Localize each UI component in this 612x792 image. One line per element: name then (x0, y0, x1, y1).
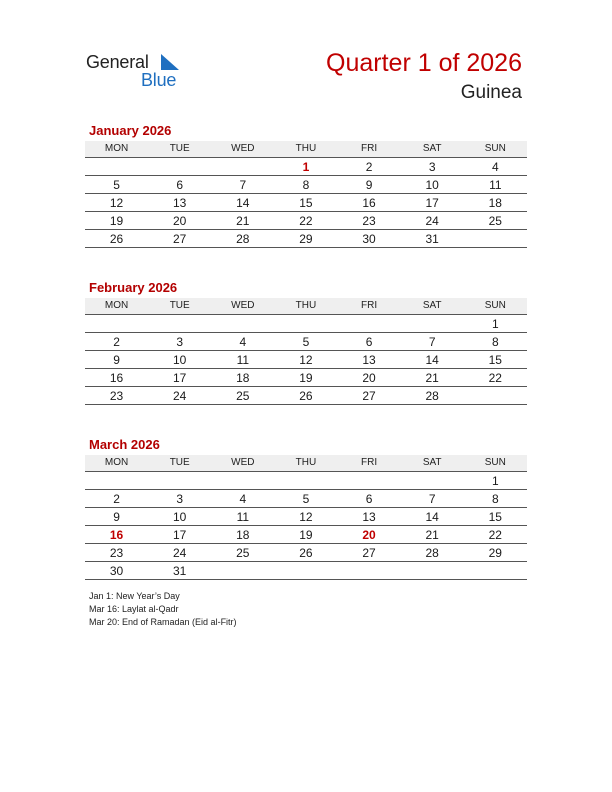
day-cell: 21 (236, 214, 250, 228)
weekday-header: THU (295, 143, 317, 154)
day-cell: 15 (299, 196, 313, 210)
day-cell: 16 (362, 196, 376, 210)
day-cell: 27 (173, 232, 187, 246)
day-cell: 18 (488, 196, 502, 210)
day-cell: 18 (236, 371, 250, 385)
weekday-header: SUN (484, 300, 506, 311)
day-cell: 5 (113, 178, 120, 192)
week-row (85, 544, 527, 562)
day-cell: 17 (173, 371, 187, 385)
week-row (85, 351, 527, 369)
day-cell (148, 158, 211, 175)
day-cell (401, 472, 464, 489)
week-row (85, 212, 527, 230)
holiday-day-cell: 1 (302, 160, 310, 174)
day-cell: 20 (173, 214, 187, 228)
day-cell: 25 (488, 214, 502, 228)
logo-blue-text: Blue (141, 70, 177, 90)
weekday-header: TUE (169, 457, 190, 468)
day-cell: 12 (109, 196, 124, 210)
weekday-header: FRI (361, 300, 378, 311)
day-cell: 20 (362, 371, 376, 385)
day-cell: 28 (236, 232, 250, 246)
day-cell: 28 (425, 389, 439, 403)
logo-general-text: General (86, 52, 149, 72)
weekday-header: MON (104, 143, 129, 154)
day-cell: 26 (299, 546, 313, 560)
day-cell: 12 (299, 510, 313, 524)
week-row (85, 176, 527, 194)
day-cell: 4 (491, 160, 499, 174)
day-cell: 31 (425, 232, 439, 246)
day-cell: 16 (109, 371, 124, 385)
day-cell: 7 (239, 178, 247, 192)
week-row (85, 508, 527, 526)
weekday-header: FRI (361, 143, 378, 154)
day-cell: 31 (173, 564, 187, 578)
day-cell: 3 (176, 335, 184, 349)
day-cell: 13 (362, 510, 376, 524)
day-cell: 8 (302, 178, 310, 192)
week-row (85, 490, 527, 508)
day-cell (211, 472, 274, 489)
day-cell: 30 (362, 232, 376, 246)
week-row (85, 526, 527, 544)
day-cell: 23 (109, 546, 124, 560)
day-cell: 7 (428, 335, 436, 349)
day-cell: 5 (302, 492, 310, 506)
day-cell: 3 (176, 492, 184, 506)
day-cell: 6 (365, 335, 373, 349)
day-cell: 27 (362, 389, 376, 403)
week-row (85, 562, 527, 580)
month-title: March 2026 (89, 437, 160, 452)
day-cell: 10 (173, 510, 187, 524)
weekday-header: THU (295, 300, 317, 311)
calendar-grid (85, 298, 527, 405)
day-cell: 18 (236, 528, 250, 542)
day-cell: 25 (236, 546, 250, 560)
weekday-header: SAT (422, 143, 442, 154)
weekday-header: MON (104, 300, 129, 311)
weekday-header: TUE (169, 300, 190, 311)
day-cell: 27 (362, 546, 376, 560)
weekday-header: SAT (422, 300, 442, 311)
weekday-header: WED (231, 300, 255, 311)
day-cell: 29 (488, 546, 502, 560)
day-cell (464, 230, 527, 247)
day-cell: 4 (239, 335, 247, 349)
day-cell: 13 (173, 196, 187, 210)
day-cell: 1 (491, 474, 499, 488)
month-title: February 2026 (89, 280, 178, 295)
day-cell (211, 315, 274, 332)
day-cell: 17 (173, 528, 187, 542)
day-cell (148, 315, 211, 332)
weekday-header-row (85, 455, 527, 472)
day-cell (338, 562, 401, 579)
day-cell: 8 (491, 335, 499, 349)
weekday-header: SUN (484, 457, 506, 468)
day-cell: 11 (236, 353, 250, 367)
day-cell (211, 562, 274, 579)
day-cell: 22 (299, 214, 313, 228)
day-cell (85, 158, 148, 175)
day-cell: 14 (425, 353, 439, 367)
day-cell: 6 (176, 178, 184, 192)
weekday-header: WED (231, 143, 255, 154)
day-cell: 17 (425, 196, 439, 210)
day-cell: 24 (425, 214, 439, 228)
day-cell: 8 (491, 492, 499, 506)
weekday-header: FRI (361, 457, 378, 468)
holiday-day-cell: 16 (109, 528, 124, 542)
day-cell: 14 (425, 510, 439, 524)
week-row (85, 369, 527, 387)
day-cell: 24 (173, 389, 187, 403)
week-row (85, 158, 527, 176)
day-cell: 19 (299, 528, 313, 542)
day-cell: 11 (236, 510, 250, 524)
weekday-header: THU (295, 457, 317, 468)
day-cell: 24 (173, 546, 187, 560)
month-title: January 2026 (89, 123, 172, 138)
day-cell: 10 (173, 353, 187, 367)
day-cell: 15 (488, 510, 502, 524)
day-cell: 2 (113, 492, 120, 506)
weekday-header-row (85, 141, 527, 158)
logo (86, 50, 196, 90)
day-cell (274, 562, 337, 579)
weekday-header: SAT (422, 457, 442, 468)
page-title: Quarter 1 of 2026 (326, 49, 522, 77)
day-cell: 15 (488, 353, 502, 367)
day-cell: 2 (365, 160, 373, 174)
calendar-grid (85, 141, 527, 248)
day-cell: 19 (109, 214, 124, 228)
day-cell: 30 (109, 564, 124, 578)
day-cell (464, 387, 527, 404)
day-cell: 5 (302, 335, 310, 349)
week-row (85, 230, 527, 248)
day-cell (338, 472, 401, 489)
day-cell: 7 (428, 492, 436, 506)
day-cell (338, 315, 401, 332)
day-cell: 1 (491, 317, 499, 331)
day-cell (274, 472, 337, 489)
day-cell: 22 (488, 371, 502, 385)
day-cell: 3 (428, 160, 436, 174)
day-cell (401, 562, 464, 579)
day-cell: 4 (239, 492, 247, 506)
day-cell: 11 (489, 178, 502, 192)
holiday-notes (89, 590, 237, 629)
day-cell: 29 (299, 232, 313, 246)
holiday-note: Mar 20: End of Ramadan (Eid al-Fitr) (89, 617, 237, 627)
day-cell: 2 (113, 335, 120, 349)
weekday-header: SUN (484, 143, 506, 154)
day-cell: 19 (299, 371, 313, 385)
day-cell (464, 562, 527, 579)
day-cell: 13 (362, 353, 376, 367)
weekday-header: WED (231, 457, 255, 468)
day-cell: 28 (425, 546, 439, 560)
day-cell: 9 (113, 510, 120, 524)
country-name: Guinea (460, 82, 522, 103)
day-cell: 21 (425, 528, 439, 542)
day-cell: 26 (109, 232, 124, 246)
day-cell: 6 (365, 492, 373, 506)
holiday-note: Jan 1: New Year’s Day (89, 591, 180, 601)
day-cell: 26 (299, 389, 313, 403)
week-row (85, 315, 527, 333)
day-cell (274, 315, 337, 332)
day-cell: 12 (299, 353, 313, 367)
day-cell (85, 315, 148, 332)
weekday-header: TUE (169, 143, 190, 154)
day-cell (85, 472, 148, 489)
day-cell: 9 (113, 353, 120, 367)
weekday-header-row (85, 298, 527, 315)
week-row (85, 194, 527, 212)
day-cell: 23 (362, 214, 376, 228)
week-row (85, 472, 527, 490)
holiday-note: Mar 16: Laylat al-Qadr (89, 604, 179, 614)
day-cell: 23 (109, 389, 124, 403)
day-cell: 21 (425, 371, 439, 385)
day-cell (401, 315, 464, 332)
week-row (85, 333, 527, 351)
weekday-header: MON (104, 457, 129, 468)
day-cell: 14 (236, 196, 250, 210)
holiday-day-cell: 20 (362, 528, 376, 542)
day-cell: 22 (488, 528, 502, 542)
day-cell: 9 (365, 178, 373, 192)
day-cell: 10 (425, 178, 439, 192)
day-cell: 25 (236, 389, 250, 403)
blue-triangle-icon (161, 54, 179, 70)
week-row (85, 387, 527, 405)
day-cell (148, 472, 211, 489)
calendar-grid (85, 455, 527, 580)
day-cell (211, 158, 274, 175)
